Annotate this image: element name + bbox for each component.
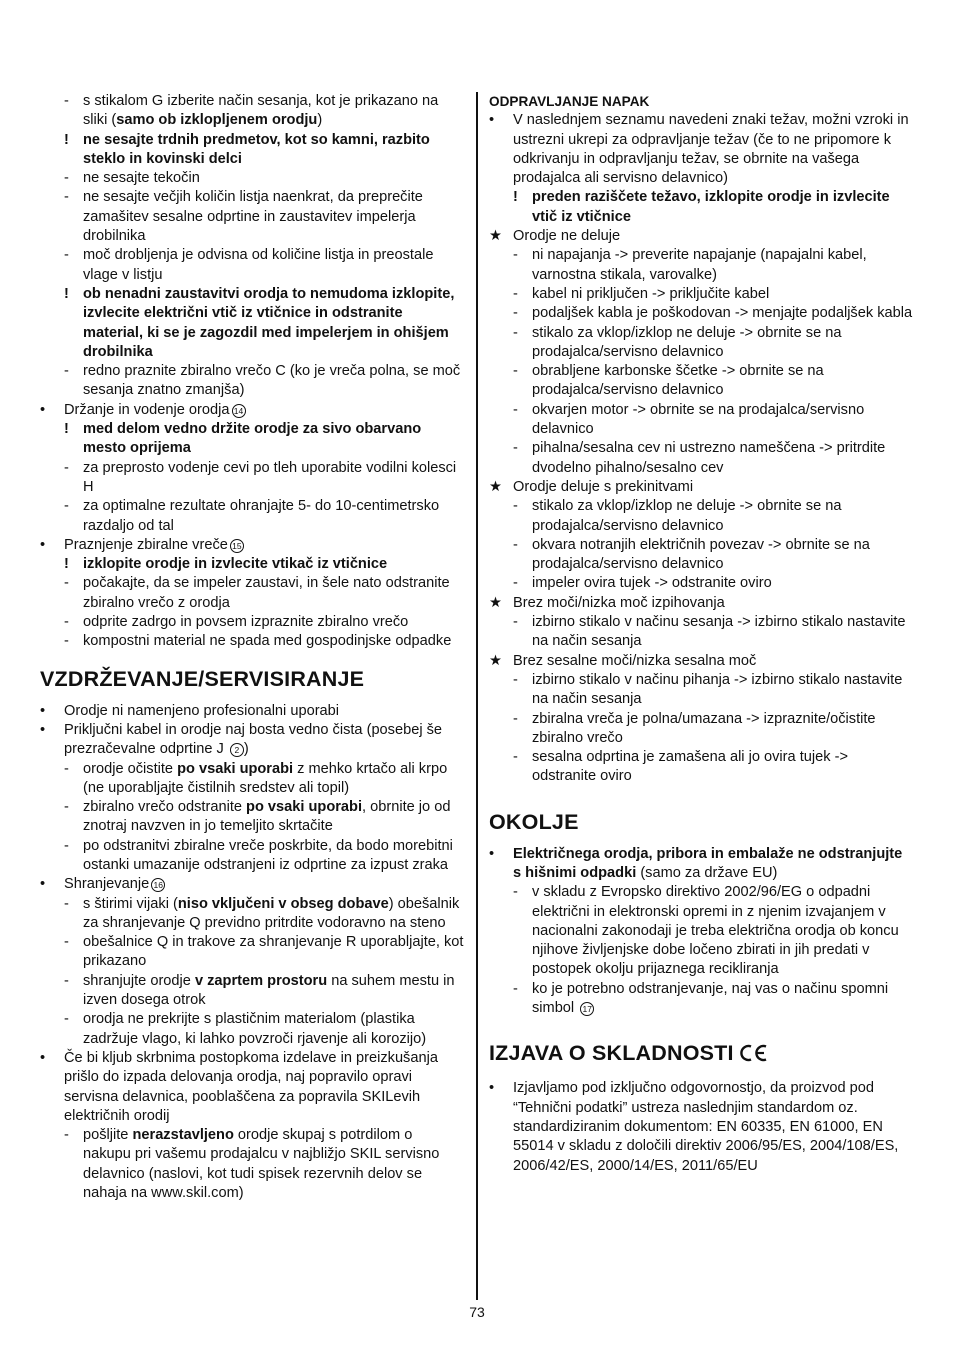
text-run: za optimalne rezultate ohranjajte 5- do 10-centimetrsko razdaljo od tal	[83, 498, 440, 534]
list-item-text	[532, 324, 913, 363]
list-marker: •	[40, 1049, 46, 1066]
list-item	[40, 875, 464, 894]
bold-text: preden raziščete težavo, izklopite orodje in izvlecite vtič iz vtičnice	[532, 189, 890, 225]
list-marker: -	[64, 799, 69, 816]
list-item	[489, 111, 913, 188]
left-column	[40, 92, 464, 1203]
text-run: impeler ovira tujek -> odstranite oviro	[532, 575, 772, 592]
list-marker: -	[64, 363, 69, 380]
list-marker: •	[489, 112, 495, 129]
text-run: pihalna/sesalna cev ni ustrezno nameščena -> pritrdite dvodelno pihalno/sesalno cev	[532, 440, 886, 476]
bold-text: Električnega orodja, pribora in embalaže ne odstranjujte s hišnimi odpadki	[513, 845, 903, 881]
list-marker: !	[64, 285, 69, 302]
bold-text: v zaprtem prostoru	[194, 972, 328, 989]
text-run: Izjavljamo pod izključno odgovornostjo, da proizvod pod “Tehnični podatki” ustreza naslednjim standardom oz. standardiziranim dokumentom: EN 60335, EN 61000, EN 55014 v skladu z določili direktiv 2006/95/ES, 2004/108/ES, 2006/42/ES, 2000/14/ES, 2011/65/EU	[513, 1080, 899, 1174]
bold-text: med delom vedno držite orodje za sivo obarvano mesto oprijema	[83, 421, 422, 457]
text-run: z mehko krtačo ali krpo (ne uporabljajte čistilnih sredstev ali topil)	[83, 760, 448, 796]
list-item-text	[532, 574, 913, 593]
text-run: shranjujte orodje	[83, 972, 195, 989]
list-item-text	[83, 169, 464, 188]
list-item-text	[83, 497, 464, 536]
text-run: orodja ne prekrijte s plastičnim materialom (plastika zadržuje vlago, ki lahko povzroči rjavenje ali korozijo)	[83, 1011, 427, 1047]
list-item-text	[64, 1049, 464, 1126]
list-marker: !	[513, 189, 518, 206]
list-item-text	[83, 285, 464, 362]
bold-text: izklopite orodje in izvlecite vtikač iz vtičnice	[83, 556, 388, 573]
list-item	[489, 324, 913, 363]
text-run: Priključni kabel in orodje naj bosta vedno čista (posebej še prezračevalne odprtine J	[64, 721, 443, 758]
warning-item	[40, 420, 464, 459]
list-marker: -	[513, 401, 518, 418]
text-run: )	[243, 741, 249, 758]
list-item	[489, 710, 913, 749]
list-item-text	[532, 980, 913, 1019]
text-run: Praznjenje zbiralne vreče	[64, 536, 228, 553]
text-run: ni napajanja -> preverite napajanje (napajalni kabel, varnostna stikala, varovalke)	[532, 247, 867, 283]
left-list-2	[40, 702, 464, 1204]
list-marker: -	[64, 189, 69, 206]
list-item	[489, 401, 913, 440]
text-run: Če bi kljub skrbnima postopkoma izdelave in preizkušanja prišlo do izpada delovanja orodja, naj popravilo opravi servisna delavnica, pooblaščena za popravila SKILevih električnih orodij	[64, 1049, 438, 1124]
text-run: Brez moči/nizka moč izpihovanja	[513, 594, 725, 611]
list-item-text	[532, 671, 913, 710]
list-item-text	[532, 439, 913, 478]
figure-ref-number: 17	[580, 1002, 594, 1016]
list-marker: -	[513, 247, 518, 264]
list-item	[40, 702, 464, 721]
list-item-text	[83, 1010, 464, 1049]
list-item	[489, 536, 913, 575]
list-marker: -	[513, 305, 518, 322]
list-marker: -	[513, 749, 518, 766]
list-marker: •	[40, 876, 46, 893]
text-run: obrabljene karbonske ščetke -> obrnite se na prodajalca/servisno delavnico	[532, 363, 824, 399]
list-marker: -	[64, 837, 69, 854]
list-marker: -	[513, 440, 518, 457]
list-item	[40, 188, 464, 246]
list-item-text	[532, 362, 913, 401]
list-marker: -	[513, 285, 518, 302]
text-run: pošljite	[83, 1127, 133, 1144]
list-marker: •	[40, 536, 46, 553]
list-item-text	[513, 1079, 913, 1175]
text-run: kabel ni priključen -> priključite kabel	[532, 285, 770, 302]
list-item	[489, 285, 913, 304]
list-item	[40, 895, 464, 934]
list-marker: -	[513, 498, 518, 515]
text-run: Držanje in vodenje orodja	[64, 401, 230, 418]
figure-ref-number: 2	[230, 743, 244, 757]
list-item	[40, 972, 464, 1011]
list-item	[489, 845, 913, 884]
text-run: odprite zadrgo in povsem izpraznite zbiralno vrečo	[83, 614, 409, 631]
list-item	[489, 246, 913, 285]
text-run: Orodje ni namenjeno profesionalni uporabi	[64, 702, 340, 719]
warning-item	[40, 555, 464, 574]
list-item-text	[532, 748, 913, 787]
list-marker: -	[64, 1127, 69, 1144]
list-item-text	[83, 188, 464, 246]
list-item	[40, 613, 464, 632]
list-item-text	[83, 574, 464, 613]
text-run: moč drobljenja je odvisna od količine listja in preostale vlage v listju	[83, 247, 434, 283]
list-item-text	[64, 702, 464, 721]
list-item-text	[83, 613, 464, 632]
list-item	[40, 246, 464, 285]
bold-text: ne sesajte trdnih predmetov, kot so kamni, razbito steklo in kovinski delci	[83, 131, 430, 167]
list-item	[489, 652, 913, 671]
list-item-text	[532, 188, 913, 227]
text-run: orodje skupaj s potrdilom o nakupu pri vašemu prodajalcu v najbližjo SKIL servisno delavnico (naslovi, kot tudi spisek rezervnih delov se nahaja na www.skil.com)	[83, 1127, 440, 1202]
section-title-maintenance: VZDRŽEVANJE/SERVISIRANJE	[40, 666, 365, 691]
text-run: ) obešalnik za shranjevanje Q previdno pritrdite vodoravno na steno	[83, 895, 460, 931]
list-item-text	[513, 594, 913, 613]
bold-text: nerazstavljeno	[132, 1127, 234, 1144]
list-item-text	[532, 883, 913, 979]
text-run: po odstranitvi zbiralne vreče poskrbite, da bodo morebitni ostanki umazanije odstranjeni iz odprtine za izpust zraka	[83, 837, 453, 873]
list-item-text	[513, 111, 913, 188]
bold-text: niso vključeni v obseg dobave	[177, 895, 389, 912]
figure-ref-number: 16	[151, 878, 165, 892]
list-marker: -	[64, 633, 69, 650]
list-item-text	[83, 1126, 464, 1203]
list-marker: -	[513, 980, 518, 997]
list-marker: ★	[489, 594, 503, 611]
list-item	[40, 401, 464, 420]
list-item	[489, 613, 913, 652]
list-item-text	[83, 459, 464, 498]
list-marker: •	[489, 845, 495, 862]
list-item-text	[64, 875, 464, 894]
text-run: Brez sesalne moči/nizka sesalna moč	[513, 652, 757, 669]
list-item	[489, 594, 913, 613]
list-marker: -	[64, 1011, 69, 1028]
text-run: )	[317, 112, 323, 129]
text-run: izbirno stikalo v načinu sesanja -> izbirno stikalo nastavite na način sesanja	[532, 614, 906, 650]
list-item-text	[513, 652, 913, 671]
list-item	[489, 883, 913, 979]
list-item-text	[532, 710, 913, 749]
list-item-text	[83, 131, 464, 170]
list-marker: -	[64, 895, 69, 912]
list-item-text	[64, 536, 464, 555]
list-marker: -	[513, 710, 518, 727]
list-marker: -	[513, 324, 518, 341]
list-marker: ★	[489, 228, 503, 245]
list-marker: -	[64, 498, 69, 515]
list-item	[40, 92, 464, 131]
list-item-text	[83, 362, 464, 401]
list-item-text	[83, 632, 464, 651]
text-run: obešalnice Q in trakove za shranjevanje R uporabljajte, kot prikazano	[83, 934, 464, 970]
text-run: stikalo za vklop/izklop ne deluje -> obrnite se na prodajalca/servisno delavnico	[532, 498, 842, 534]
list-item-text	[532, 497, 913, 536]
list-item	[489, 748, 913, 787]
list-marker: -	[64, 93, 69, 109]
list-item	[489, 497, 913, 536]
list-item	[40, 632, 464, 651]
declaration-title-text: IZJAVA O SKLADNOSTI	[489, 1041, 734, 1066]
list-marker: •	[40, 401, 46, 418]
list-item	[489, 478, 913, 497]
list-item-text	[83, 760, 464, 799]
section-title-environment: OKOLJE	[489, 809, 579, 834]
text-run: s stikalom G izberite način sesanja, kot je prikazano na sliki (	[83, 93, 439, 129]
list-marker: ★	[489, 652, 503, 669]
figure-ref-number: 14	[232, 404, 246, 418]
text-run: za preprosto vodenje cevi po tleh uporabite vodilni kolesci H	[83, 459, 457, 495]
list-marker: !	[64, 556, 69, 573]
column-divider	[476, 92, 478, 1300]
list-item	[489, 574, 913, 593]
list-item-text	[513, 478, 913, 497]
list-item-text	[532, 304, 913, 323]
list-marker: -	[513, 884, 518, 901]
right-list-3	[489, 1079, 913, 1175]
list-marker: •	[489, 1080, 495, 1097]
text-run: zbiralna vreča je polna/umazana -> izpraznite/očistite zbiralno vrečo	[532, 710, 876, 746]
list-item-text	[83, 798, 464, 837]
list-item	[40, 459, 464, 498]
list-marker: -	[64, 760, 69, 777]
list-item-text	[83, 420, 464, 459]
figure-ref-number: 15	[230, 539, 244, 553]
bold-text: po vsaki uporabi	[246, 799, 363, 816]
list-marker: -	[64, 575, 69, 592]
list-item-text	[532, 536, 913, 575]
list-item-text	[83, 933, 464, 972]
text-run: v skladu z Evropsko direktivo 2002/96/EG o odpadni električni in elektronski opremi in z njenim izvajanjem v nacionalni zakonodaji je treba električna orodja ob koncu njihove življenjske dobe ločeno zbirati in jih predati v postopek okolju prijaznega recikliranja	[532, 884, 899, 978]
text-run: ne sesajte večjih količin listja naenkrat, da preprečite zamašitev sesalne odprtine in zaustavitev impelerja drobilnika	[83, 189, 423, 245]
text-run: Shranjevanje	[64, 876, 150, 893]
list-item	[40, 1126, 464, 1203]
subhead-troubleshooting: ODPRAVLJANJE NAPAK	[489, 94, 650, 109]
page-number: 73	[469, 1304, 485, 1320]
list-item	[40, 1049, 464, 1126]
section-title-declaration	[489, 1040, 913, 1069]
text-run: V naslednjem seznamu navedeni znaki težav, možni vzroki in ustrezni ukrepi za odpravljanje težav (če to ne pripomore k odkrivanju in odpravljanju težav, se obrnite na vašega prodajalca ali servisno delavnico)	[513, 112, 909, 187]
list-item	[489, 671, 913, 710]
list-item	[40, 933, 464, 972]
list-item	[40, 362, 464, 401]
list-item-text	[83, 246, 464, 285]
list-item-text	[532, 613, 913, 652]
list-marker: -	[64, 459, 69, 476]
list-item-text	[83, 972, 464, 1011]
text-run: zbiralno vrečo odstranite	[83, 799, 247, 816]
list-marker: -	[64, 247, 69, 264]
warning-item	[489, 188, 913, 227]
ce-mark-icon	[740, 1043, 770, 1069]
list-marker: -	[513, 536, 518, 553]
list-marker: -	[64, 934, 69, 951]
text-run: Orodje ne deluje	[513, 228, 621, 245]
list-marker: !	[64, 131, 69, 148]
list-marker: -	[513, 575, 518, 592]
list-marker: -	[64, 614, 69, 631]
text-run: podaljšek kabla je poškodovan -> menjajte podaljšek kabla	[532, 305, 913, 322]
list-item	[489, 304, 913, 323]
text-run: Orodje deluje s prekinitvami	[513, 478, 694, 495]
list-item	[40, 536, 464, 555]
list-marker: •	[40, 702, 46, 719]
text-run: izbirno stikalo v načinu pihanja -> izbirno stikalo nastavite na način sesanja	[532, 671, 903, 708]
text-run: sesalna odprtina je zamašena ali jo ovira tujek -> odstranite oviro	[532, 749, 848, 785]
text-run: okvara notranjih električnih povezav -> obrnite se na prodajalca/servisno delavnico	[532, 536, 870, 573]
list-item	[489, 362, 913, 401]
list-item-text	[64, 721, 464, 760]
list-marker: !	[64, 421, 69, 438]
list-marker: -	[513, 614, 518, 631]
text-run: redno praznite zbiralno vrečo C (ko je vreča polna, se moč sesanja znatno zmanjša)	[83, 363, 461, 399]
list-item-text	[532, 246, 913, 285]
list-item	[40, 760, 464, 799]
left-list-1	[40, 92, 464, 652]
text-run: na suhem mestu in izven dosega otrok	[83, 972, 455, 1009]
list-item-text	[513, 227, 913, 246]
list-item	[489, 1079, 913, 1175]
list-marker: -	[513, 363, 518, 380]
text-run: (samo za države EU)	[636, 864, 778, 881]
list-item	[40, 837, 464, 876]
right-list-2	[489, 845, 913, 1019]
list-item-text	[64, 401, 464, 420]
list-marker: -	[513, 671, 518, 688]
right-list-1	[489, 111, 913, 786]
list-item	[40, 497, 464, 536]
list-item	[489, 980, 913, 1019]
list-marker: -	[64, 170, 69, 187]
list-item-text	[532, 401, 913, 440]
text-run: , obrnite jo od znotraj navzven in jo temeljito skrtačite	[83, 799, 451, 835]
list-item-text	[513, 845, 913, 884]
list-item-text	[83, 555, 464, 574]
list-item	[40, 1010, 464, 1049]
list-item-text	[83, 895, 464, 934]
bold-text: ob nenadni zaustavitvi orodja to nemudoma izklopite, izvlecite električni vtič iz vtičnice in odstranite material, ki se je zagozdil med impelerjem in ohišjem drobilnika	[83, 285, 455, 360]
list-item	[489, 227, 913, 246]
warning-item	[40, 285, 464, 362]
bold-text: po vsaki uporabi	[177, 760, 294, 777]
list-item	[40, 574, 464, 613]
list-marker: -	[64, 972, 69, 989]
right-column	[489, 92, 913, 1176]
text-run: stikalo za vklop/izklop ne deluje -> obrnite se na prodajalca/servisno delavnico	[532, 324, 842, 360]
text-run: s štirimi vijaki (	[83, 895, 178, 912]
list-item-text	[83, 837, 464, 876]
list-marker: •	[40, 721, 46, 738]
text-run: ne sesajte tekočin	[83, 170, 200, 187]
text-run: počakajte, da se impeler zaustavi, in šele nato odstranite zbiralno vrečo z orodja	[83, 575, 450, 611]
list-marker: ★	[489, 478, 503, 495]
text-run: orodje očistite	[83, 760, 178, 777]
list-item	[40, 169, 464, 188]
list-item-text	[532, 285, 913, 304]
text-run: ko je potrebno odstranjevanje, naj vas o načinu spomni simbol	[532, 980, 889, 1017]
list-item	[489, 439, 913, 478]
text-run: okvarjen motor -> obrnite se na prodajalca/servisno delavnico	[532, 401, 865, 438]
list-item	[40, 721, 464, 760]
list-item	[40, 798, 464, 837]
text-run: kompostni material ne spada med gospodinjske odpadke	[83, 633, 452, 650]
warning-item	[40, 131, 464, 170]
bold-text: samo ob izklopljenem orodju	[116, 112, 318, 129]
list-item-text	[83, 92, 464, 131]
